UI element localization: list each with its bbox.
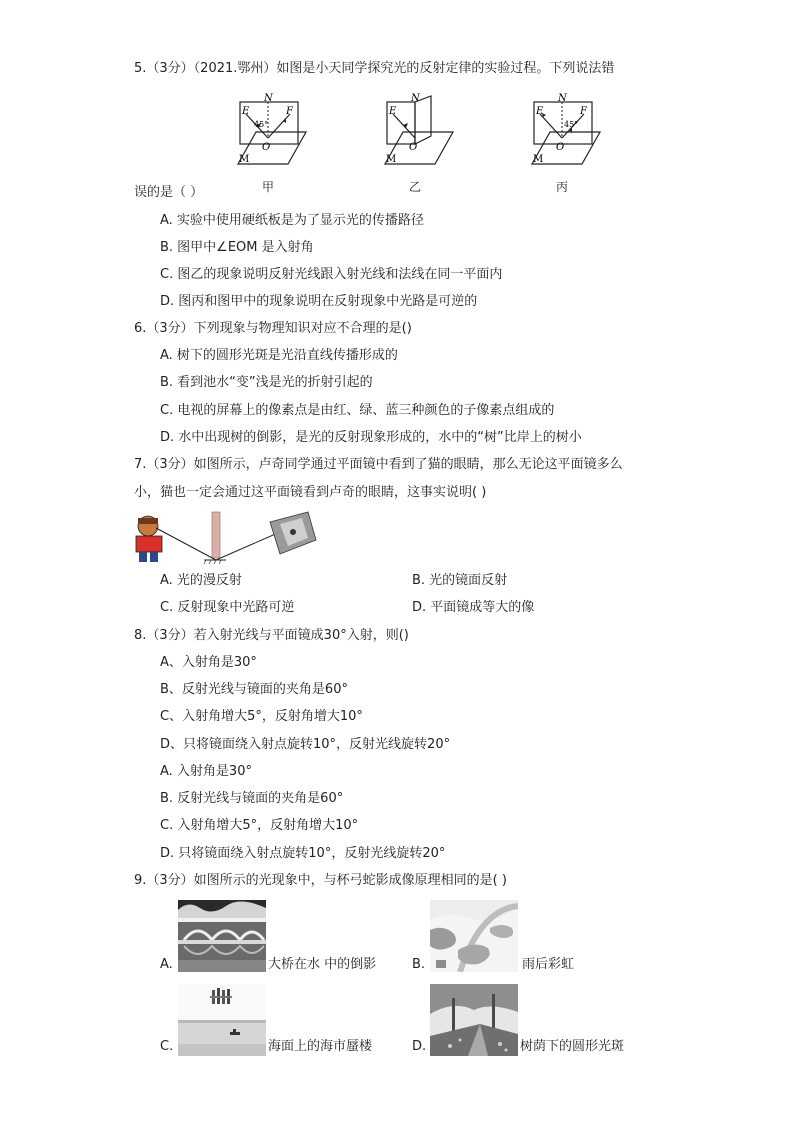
q7-option-d: D. 平面镜成等大的像: [412, 600, 535, 615]
q7-figure-mirror: [130, 510, 320, 565]
q8-option-a-2: A. 入射角是30°: [160, 764, 252, 779]
label-m: M: [533, 154, 544, 165]
q9-letter-d: D.: [412, 1039, 427, 1054]
label-angle: 45°: [564, 120, 579, 129]
q5-stem-line1: 5.（3分）（2021.鄂州）如图是小天同学探究光的反射定律的实验过程。下列说法错: [134, 61, 615, 76]
q5-figure-yi: [375, 92, 455, 172]
label-n: N: [411, 93, 420, 104]
label-angle: 45°: [254, 120, 269, 129]
q9-letter-a: A.: [160, 957, 173, 972]
q5-figure-bing: [522, 92, 602, 172]
label-e: E: [242, 106, 250, 117]
q8-option-c-1: C、入射角增大5°，反射角增大10°: [160, 709, 363, 724]
q5-option-a: A. 实验中使用硬纸板是为了显示光的传播路径: [160, 213, 424, 228]
q8-option-b-2: B. 反射光线与镜面的夹角是60°: [160, 791, 344, 806]
caption-yi: 乙: [409, 180, 422, 194]
q6-stem: 6.（3分）下列现象与物理知识对应不合理的是(): [134, 321, 412, 336]
label-o: O: [556, 142, 565, 153]
label-e: E: [389, 106, 397, 117]
label-e: E: [536, 106, 544, 117]
q8-option-d-2: D. 只将镜面绕入射点旋转10°，反射光线旋转20°: [160, 846, 446, 861]
q7-option-c: C. 反射现象中光路可逆: [160, 600, 295, 615]
label-m: M: [386, 154, 397, 165]
label-o: O: [409, 142, 418, 153]
q9-option-d-text: 树荫下的圆形光斑: [520, 1039, 625, 1054]
q8-option-c-2: C. 入射角增大5°，反射角增大10°: [160, 818, 359, 833]
q9-photo-rainbow: [430, 900, 518, 972]
q9-letter-b: B.: [412, 957, 426, 972]
caption-jia: 甲: [262, 180, 275, 194]
label-n: N: [264, 93, 273, 104]
q9-photo-tree-shade: [430, 984, 518, 1056]
q8-option-a-1: A、入射角是30°: [160, 655, 257, 670]
q9-photo-bridge: [178, 900, 266, 972]
q8-option-d-1: D、只将镜面绕入射点旋转10°，反射光线旋转20°: [160, 737, 451, 752]
q5-option-c: C. 图乙的现象说明反射光线跟入射光线和法线在同一平面内: [160, 267, 503, 282]
label-f: F: [286, 106, 293, 117]
label-n: N: [558, 93, 567, 104]
q5-option-b: B. 图甲中∠EOM 是入射角: [160, 240, 314, 255]
q6-option-d: D. 水中出现树的倒影，是光的反射现象形成的，水中的“树”比岸上的树小: [160, 430, 582, 445]
q6-option-b: B. 看到池水“变”浅是光的折射引起的: [160, 375, 373, 390]
q8-option-b-1: B、反射光线与镜面的夹角是60°: [160, 682, 348, 697]
q7-option-a: A. 光的漫反射: [160, 573, 242, 588]
label-f: F: [580, 106, 587, 117]
label-m: M: [239, 154, 250, 165]
q7-stem-line2: 小，猫也一定会通过这平面镜看到卢奇的眼睛，这事实说明( ): [134, 485, 487, 500]
caption-bing: 丙: [556, 180, 569, 194]
q7-option-b: B. 光的镜面反射: [412, 573, 508, 588]
q9-stem: 9.（3分）如图所示的光现象中，与杯弓蛇影成像原理相同的是( ): [134, 873, 507, 888]
q9-option-c-text: 海面上的海市蜃楼: [268, 1039, 373, 1054]
q9-letter-c: C.: [160, 1039, 174, 1054]
q6-option-c: C. 电视的屏幕上的像素点是由红、绿、蓝三种颜色的子像素点组成的: [160, 403, 555, 418]
q9-option-b-text: 雨后彩虹: [522, 957, 575, 972]
q8-stem: 8.（3分）若入射光线与平面镜成30°入射，则(): [134, 628, 409, 643]
q5-stem-line2: 误的是（ ）: [134, 185, 204, 200]
q5-option-d: D. 图丙和图甲中的现象说明在反射现象中光路是可逆的: [160, 294, 478, 309]
q6-option-a: A. 树下的圆形光斑是光沿直线传播形成的: [160, 348, 398, 363]
q9-option-a-text: 大桥在水 中的倒影: [268, 957, 377, 972]
q7-stem-line1: 7.（3分）如图所示，卢奇同学通过平面镜中看到了猫的眼睛，那么无论这平面镜多么: [134, 457, 623, 472]
label-o: O: [262, 142, 271, 153]
q9-photo-mirage: [178, 984, 266, 1056]
q5-figure-jia: [228, 92, 308, 172]
